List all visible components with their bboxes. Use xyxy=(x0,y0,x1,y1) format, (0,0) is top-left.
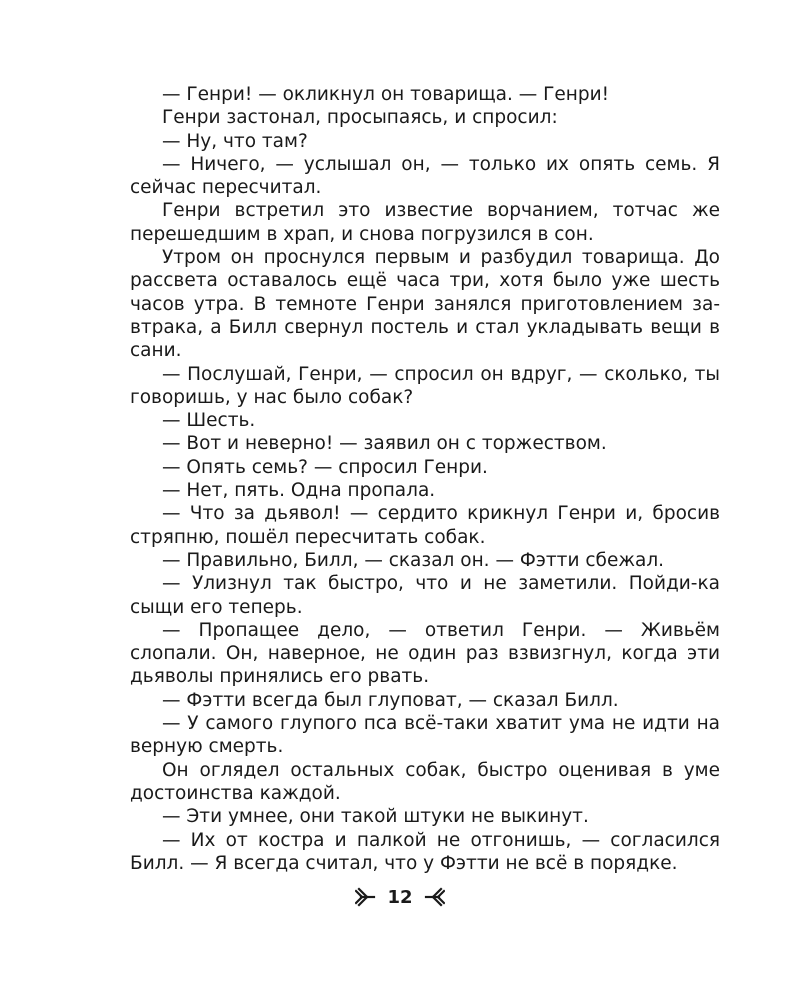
paragraph: — Улизнул так быстро, что и не заметили. Пойди-ка сыщи его теперь. xyxy=(130,573,720,618)
paragraph: — У самого глупого пса всё-таки хватит ума не идти на верную смерть. xyxy=(130,713,720,758)
paragraph: Утром он проснулся первым и разбудил товарища. До рассвета оставалось ещё часа три, хотя было уже шесть часов утра. В темноте Генри занялся приготовлением завтрака, а Билл свернул постель и стал укладывать вещи в сани. xyxy=(130,247,720,362)
page-number: 12 xyxy=(387,886,413,908)
paragraph: Генри встретил это известие ворчанием, тотчас же перешедшим в храп, и снова погрузился в сон. xyxy=(130,200,720,245)
paragraph: — Вот и неверно! — заявил он с торжеством. xyxy=(162,433,607,455)
paragraph: — Что за дьявол! — сердито крикнул Генри и, бросив стряпню, пошёл пересчитать собак. xyxy=(130,503,720,548)
paragraph: — Шесть. xyxy=(162,410,256,432)
paragraph: — Их от костра и палкой не отгонишь, — согласился Билл. — Я всегда считал, что у Фэтти не всё в порядке. xyxy=(130,829,720,874)
paragraph: — Эти умнее, они такой штуки не выкинут. xyxy=(162,806,589,828)
page-footer xyxy=(0,884,800,910)
paragraph: Он оглядел остальных собак, быстро оценивая в уме достоинства каждой. xyxy=(130,759,720,804)
paragraph: — Ничего, — услышал он, — только их опять семь. Я сейчас пересчитал. xyxy=(130,153,720,199)
paragraph: — Опять семь? — спросил Генри. xyxy=(162,456,488,478)
paragraph: — Нет, пять. Одна пропала. xyxy=(162,480,436,502)
text-block xyxy=(130,83,720,875)
paragraph: — Ну, что там? xyxy=(162,130,308,152)
paragraph: Генри застонал, просыпаясь, и спросил: xyxy=(162,107,558,129)
paragraph: — Послушай, Генри, — спросил он вдруг, — сколько, ты говоришь, у нас было собак? xyxy=(130,363,720,408)
arrow-fletching-left-icon xyxy=(355,886,377,908)
paragraph: — Пропащее дело, — ответил Генри. — Живьём слопали. Он, наверное, не один раз взвизгнул, когда эти дьяволы принялись его рвать. xyxy=(130,619,720,688)
arrow-fletching-right-icon xyxy=(423,886,445,908)
paragraph: — Правильно, Билл, — сказал он. — Фэтти сбежал. xyxy=(162,549,665,571)
paragraph: — Генри! — окликнул он товарища. — Генри! xyxy=(162,84,610,105)
paragraph: — Фэтти всегда был глуповат, — сказал Билл. xyxy=(162,689,619,711)
